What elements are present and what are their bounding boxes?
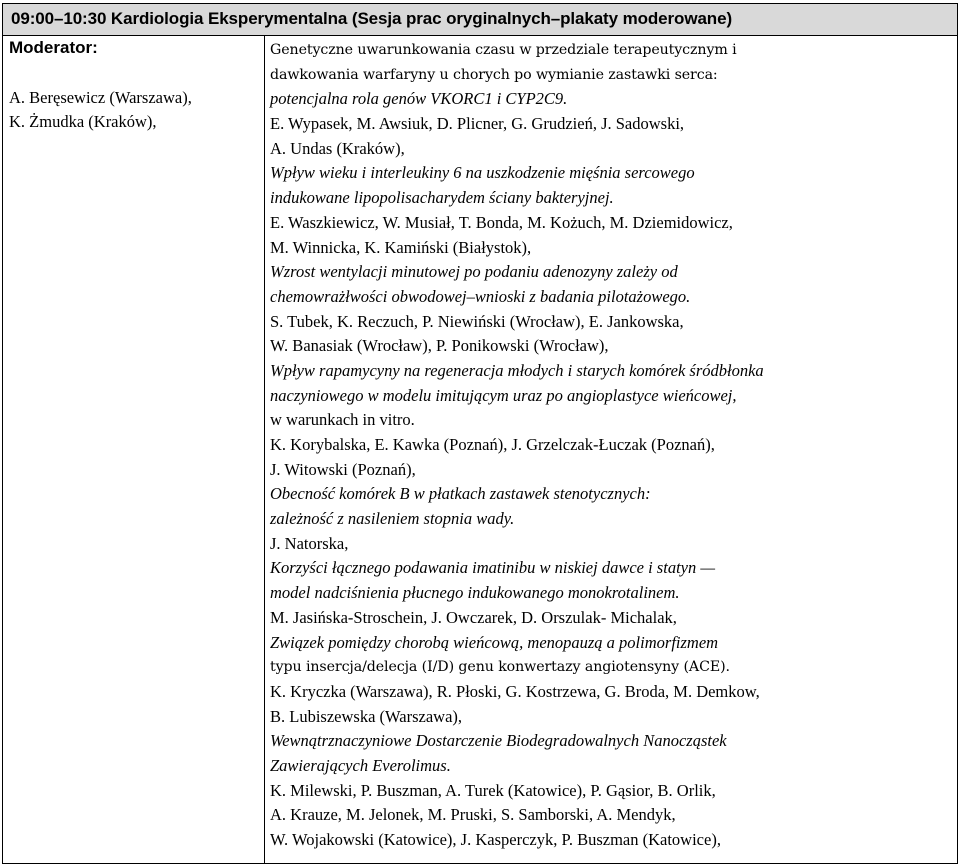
presentation-title-line: Genetyczne uwarunkowania czasu w przedziale terapeutycznym i	[270, 42, 737, 58]
presentation-authors-line: S. Tubek, K. Reczuch, P. Niewiński (Wrocław), E. Jankowska,	[270, 311, 684, 331]
moderator-name: A. Beręsewicz (Warszawa),	[9, 88, 192, 107]
presentation-title-line: chemowrażłwości obwodowej–wnioski z badania pilotażowego.	[270, 286, 691, 306]
presentation-authors-line: M. Winnicka, K. Kamiński (Białystok),	[270, 237, 532, 257]
presentation-authors-line: B. Lubiszewska (Warszawa),	[270, 706, 463, 726]
presentation-title-line: Wpływ rapamycyny na regeneracja młodych i starych komórek śródbłonka	[270, 360, 764, 380]
presentation-authors-line: W. Banasiak (Wrocław), P. Ponikowski (Wrocław),	[270, 336, 609, 356]
moderator-label: Moderator:	[9, 38, 98, 57]
presentation-authors-line: E. Wypasek, M. Awsiuk, D. Plicner, G. Grudzień, J. Sadowski,	[270, 114, 685, 134]
session-title: 09:00–10:30 Kardiologia Eksperymentalna (Sesja prac oryginalnych–plakaty moderowane)	[11, 9, 733, 28]
column-divider	[264, 36, 265, 863]
presentation-title-line: dawkowania warfaryny u chorych po wymianie zastawki serca:	[270, 66, 718, 83]
presentation-title-line: typu insercja/delecja (I/D) genu konwertazy angiotensyny (ACE).	[270, 659, 730, 676]
presentation-title-line: model nadciśnienia płucnego indukowanego monokrotalinem.	[270, 583, 680, 603]
session-header-row	[3, 4, 957, 36]
presentation-title-line: Korzyści łącznego podawania imatinibu w niskiej dawce i statyn —	[270, 558, 716, 578]
presentation-authors-line: A. Krauze, M. Jelonek, M. Pruski, S. Samborski, A. Mendyk,	[270, 805, 676, 825]
presentation-title-line: Związek pomiędzy chorobą wieńcową, menopauzą a polimorfizmem	[270, 632, 719, 652]
presentation-authors-line: W. Wojakowski (Katowice), J. Kasperczyk, P. Buszman (Katowice),	[270, 830, 721, 849]
presentation-authors-line: J. Witowski (Poznań),	[270, 459, 416, 479]
presentation-title-line: Wzrost wentylacji minutowej po podaniu adenozyny zależy od	[270, 262, 678, 282]
presentation-title-line: Wpływ wieku i interleukiny 6 na uszkodzenie mięśnia sercowego	[270, 163, 695, 183]
presentation-title-line: naczyniowego w modelu imitującym uraz po angioplastyce wieńcowej,	[270, 385, 737, 405]
presentation-title-line: w warunkach in vitro.	[270, 410, 415, 430]
moderator-name: K. Żmudka (Kraków),	[9, 112, 157, 131]
presentation-authors-line: K. Korybalska, E. Kawka (Poznań), J. Grzelczak-Łuczak (Poznań),	[270, 435, 715, 454]
presentations-cell	[270, 38, 954, 853]
presentation-title-line: Wewnątrznaczyniowe Dostarczenie Biodegradowalnych Nanocząstek	[270, 731, 727, 751]
presentation-title-line: indukowane lipopolisacharydem ściany bakteryjnej.	[270, 188, 614, 208]
presentation-authors-line: M. Jasińska-Stroschein, J. Owczarek, D. Orszulak- Michalak,	[270, 607, 677, 627]
moderator-cell	[9, 38, 257, 134]
presentation-title-line: Zawierających Everolimus.	[270, 755, 451, 775]
presentation-authors-line: A. Undas (Kraków),	[270, 138, 405, 158]
presentation-authors-line: K. Kryczka (Warszawa), R. Płoski, G. Kostrzewa, G. Broda, M. Demkow,	[270, 681, 760, 701]
presentation-title-line: potencjalna rola genów VKORC1 i CYP2C9.	[270, 89, 568, 109]
presentation-title-line: Obecność komórek B w płatkach zastawek stenotycznych:	[270, 484, 651, 504]
presentation-title-line: zależność z nasileniem stopnia wady.	[270, 509, 515, 529]
presentation-authors-line: J. Natorska,	[270, 533, 349, 553]
presentation-authors-line: E. Waszkiewicz, W. Musiał, T. Bonda, M. Kożuch, M. Dziemidowicz,	[270, 212, 733, 232]
presentation-authors-line: K. Milewski, P. Buszman, A. Turek (Katowice), P. Gąsior, B. Orlik,	[270, 780, 716, 800]
